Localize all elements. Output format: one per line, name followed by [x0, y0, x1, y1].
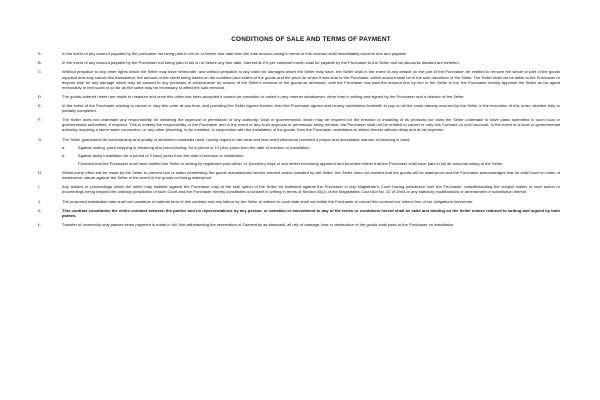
clause-c	[38, 69, 560, 90]
clause-text: This contract constitutes the entire contract between the parties and no representations by any person, or variation or amendment to any of the terms or conditions hereof shall be valid and binding on the Seller unless reduced to writing and signed by both parties.	[62, 207, 560, 218]
clause-letter: J.	[38, 198, 42, 204]
document-title: CONDITIONS OF SALE AND TERMS OF PAYMENT	[231, 36, 391, 43]
clause-text: Without prejudice to any other rights which the Seller may have hereunder, and without prejudice to any claim for damages which the Seller may have, the Seller shall in the event of any default on the part of the Purchaser, be entitled to remove the whole or part of the goods supplied and may cancel this transaction, the amount of the credit being based on the condition and extent of the goods and the price for which it was sold to the Purchaser, which amount shall be in the sole discretion of the Seller. The Seller shall not be liable to the Purchaser or anyone else for any damage which may be caused to any premises of whomsoever by reason of the Seller's removal of the goods as aforesaid, until the Purchaser has paid the amount due by him to the Seller in full, the Purchaser hereby appoints the Seller as his agent irrevocably in rem suam in so far as the same may be necessary to affect the said removal.	[62, 69, 560, 90]
clause-letter: C.	[38, 69, 43, 75]
clause-letter: B.	[38, 60, 42, 66]
clause-h	[38, 170, 560, 181]
clause-text: Transfer of ownership only passes when payment is made in full. Not withstanding the reservation of Ownership as aforesaid, all risk of damage, loss or destruction of the goods shall pass to the Purchaser on installation.	[62, 222, 455, 228]
clause-letter: L.	[38, 222, 42, 228]
clause-letter: F.	[38, 117, 42, 123]
clause-text: In the event of any amount payable by the purchaser not being paid in full on or before due date then the total amount owing in terms of this contract shall immediately become due and payable.	[62, 51, 408, 56]
clause-letter: H.	[38, 170, 43, 176]
clause-letter: I.	[38, 184, 41, 190]
clause-e	[38, 103, 560, 114]
clause-letter: A.	[38, 51, 42, 56]
sub-clause	[62, 145, 560, 150]
clause-text: The goods ordered herein are made to measure and once this order has been accepted it cannot be cancelled or varied in any manner whatsoever, other than in writing and signed by the Purchaser and a director of the Seller.	[62, 93, 465, 99]
clause-text: In the event of any amount payable by the Purchaser not being paid in full on or before any due date, interest at 2% per calendar month shall be payable by the Purchaser to the Seller and all discounts detailed are forfeited.	[62, 60, 460, 66]
clause-k	[38, 207, 560, 218]
clause-letter: E.	[38, 103, 42, 109]
clause-a	[38, 51, 560, 56]
clause-text: The Seller guarantees its workmanship and quality of aluminium materials used, having regard to fair wear and tear and furthermore provided a proper and acceptable manner of cleaning is used:	[62, 136, 411, 142]
sub-clause-text: Against rusting, paint chipping or blistering and colour fading, for a period of 10 (ten) years from the date of erection or installation.	[78, 144, 311, 150]
clause-letter: G.	[38, 136, 43, 142]
clause-text: The Seller does not undertake any responsibility for obtaining the approval or permission of any authority: local or governmental, which may be required for the erection or installing of its products nor does the Seller undertake to have plans submitted to such local or governmental authorities, if required. This is entirely the responsibility of the Purchaser and in the event of any such approval or permission being refused, the Purchaser shall not be entitled to cancel or vary this Contract on such account. In the event of a local or governmental authority requiring a storm water connection, or any other plumbing, to be installed, in conjunction with the installation of the goods, then the Purchaser undertakes to attend thereto without delay and at his expense.	[62, 117, 560, 133]
sub-clause-label: b.	[62, 152, 66, 158]
clause-text: Whilst every effort will be made by the Seller to prevent rain or water penetrating the goods manufactured and/or erected and/or installed by the Seller, the Seller does not warrant that the goods will be waterproof and the Purchaser acknowledges that he shall have no claim of whatsoever nature against the Seller in the event of the goods not being waterproof.	[62, 170, 560, 181]
clause-j	[38, 198, 560, 204]
sub-clause-label: a.	[62, 144, 66, 150]
clause-i	[38, 184, 560, 195]
clause-d	[38, 93, 560, 99]
clause-proviso: Provided that the Purchaser shall have notified the Seller in writing by registered post within 14 (fourteen) days of any defect becoming apparent and provided further that the Purchaser shall have paid in full all amounts owing to the Seller.	[78, 160, 504, 166]
clause-letter: D.	[38, 93, 43, 99]
clause-g	[38, 136, 560, 166]
clause-letter: K.	[38, 207, 42, 213]
clause-text: In the event of the Purchaser wishing to cancel or vary this order at any time, and providing the Seller agrees thereto, then the Purchaser agrees and hereby undertakes forthwith to pay on all the costs already incurred by the Seller in the execution of this order, whether fully or partially completed.	[62, 103, 560, 114]
clause-f	[38, 117, 560, 133]
sub-clause-text: Against faulty installation for a period of 2 (two) years from the date of erection or installation.	[78, 152, 245, 158]
clause-b	[38, 60, 560, 66]
sub-clause	[62, 153, 560, 158]
clauses-list	[38, 51, 560, 228]
clause-text: The proposed installation date shall not constitute a material term of this contract and any failure by the Seller to adhere to such date shall not entitle the Purchaser to cancel this contract nor relieve him of his obligations hereunder.	[62, 198, 474, 204]
clause-text: Any actions or proceedings which the seller may institute against the Purchaser may at the sole option of the Seller be instituted against the Purchaser in any Magistrate's Court having jurisdiction over the Purchaser, notwithstanding the subject matter of such action or proceedings being beyond the ordinary jurisdiction of such Court and the Purchaser hereby constitutes a consent in writing in terms of Section 45(1) of the Magistrates Court Act No. 32 of 1944 or any statutory modifications or amendment or substitution thereof.	[62, 184, 560, 195]
clause-l	[38, 222, 560, 228]
